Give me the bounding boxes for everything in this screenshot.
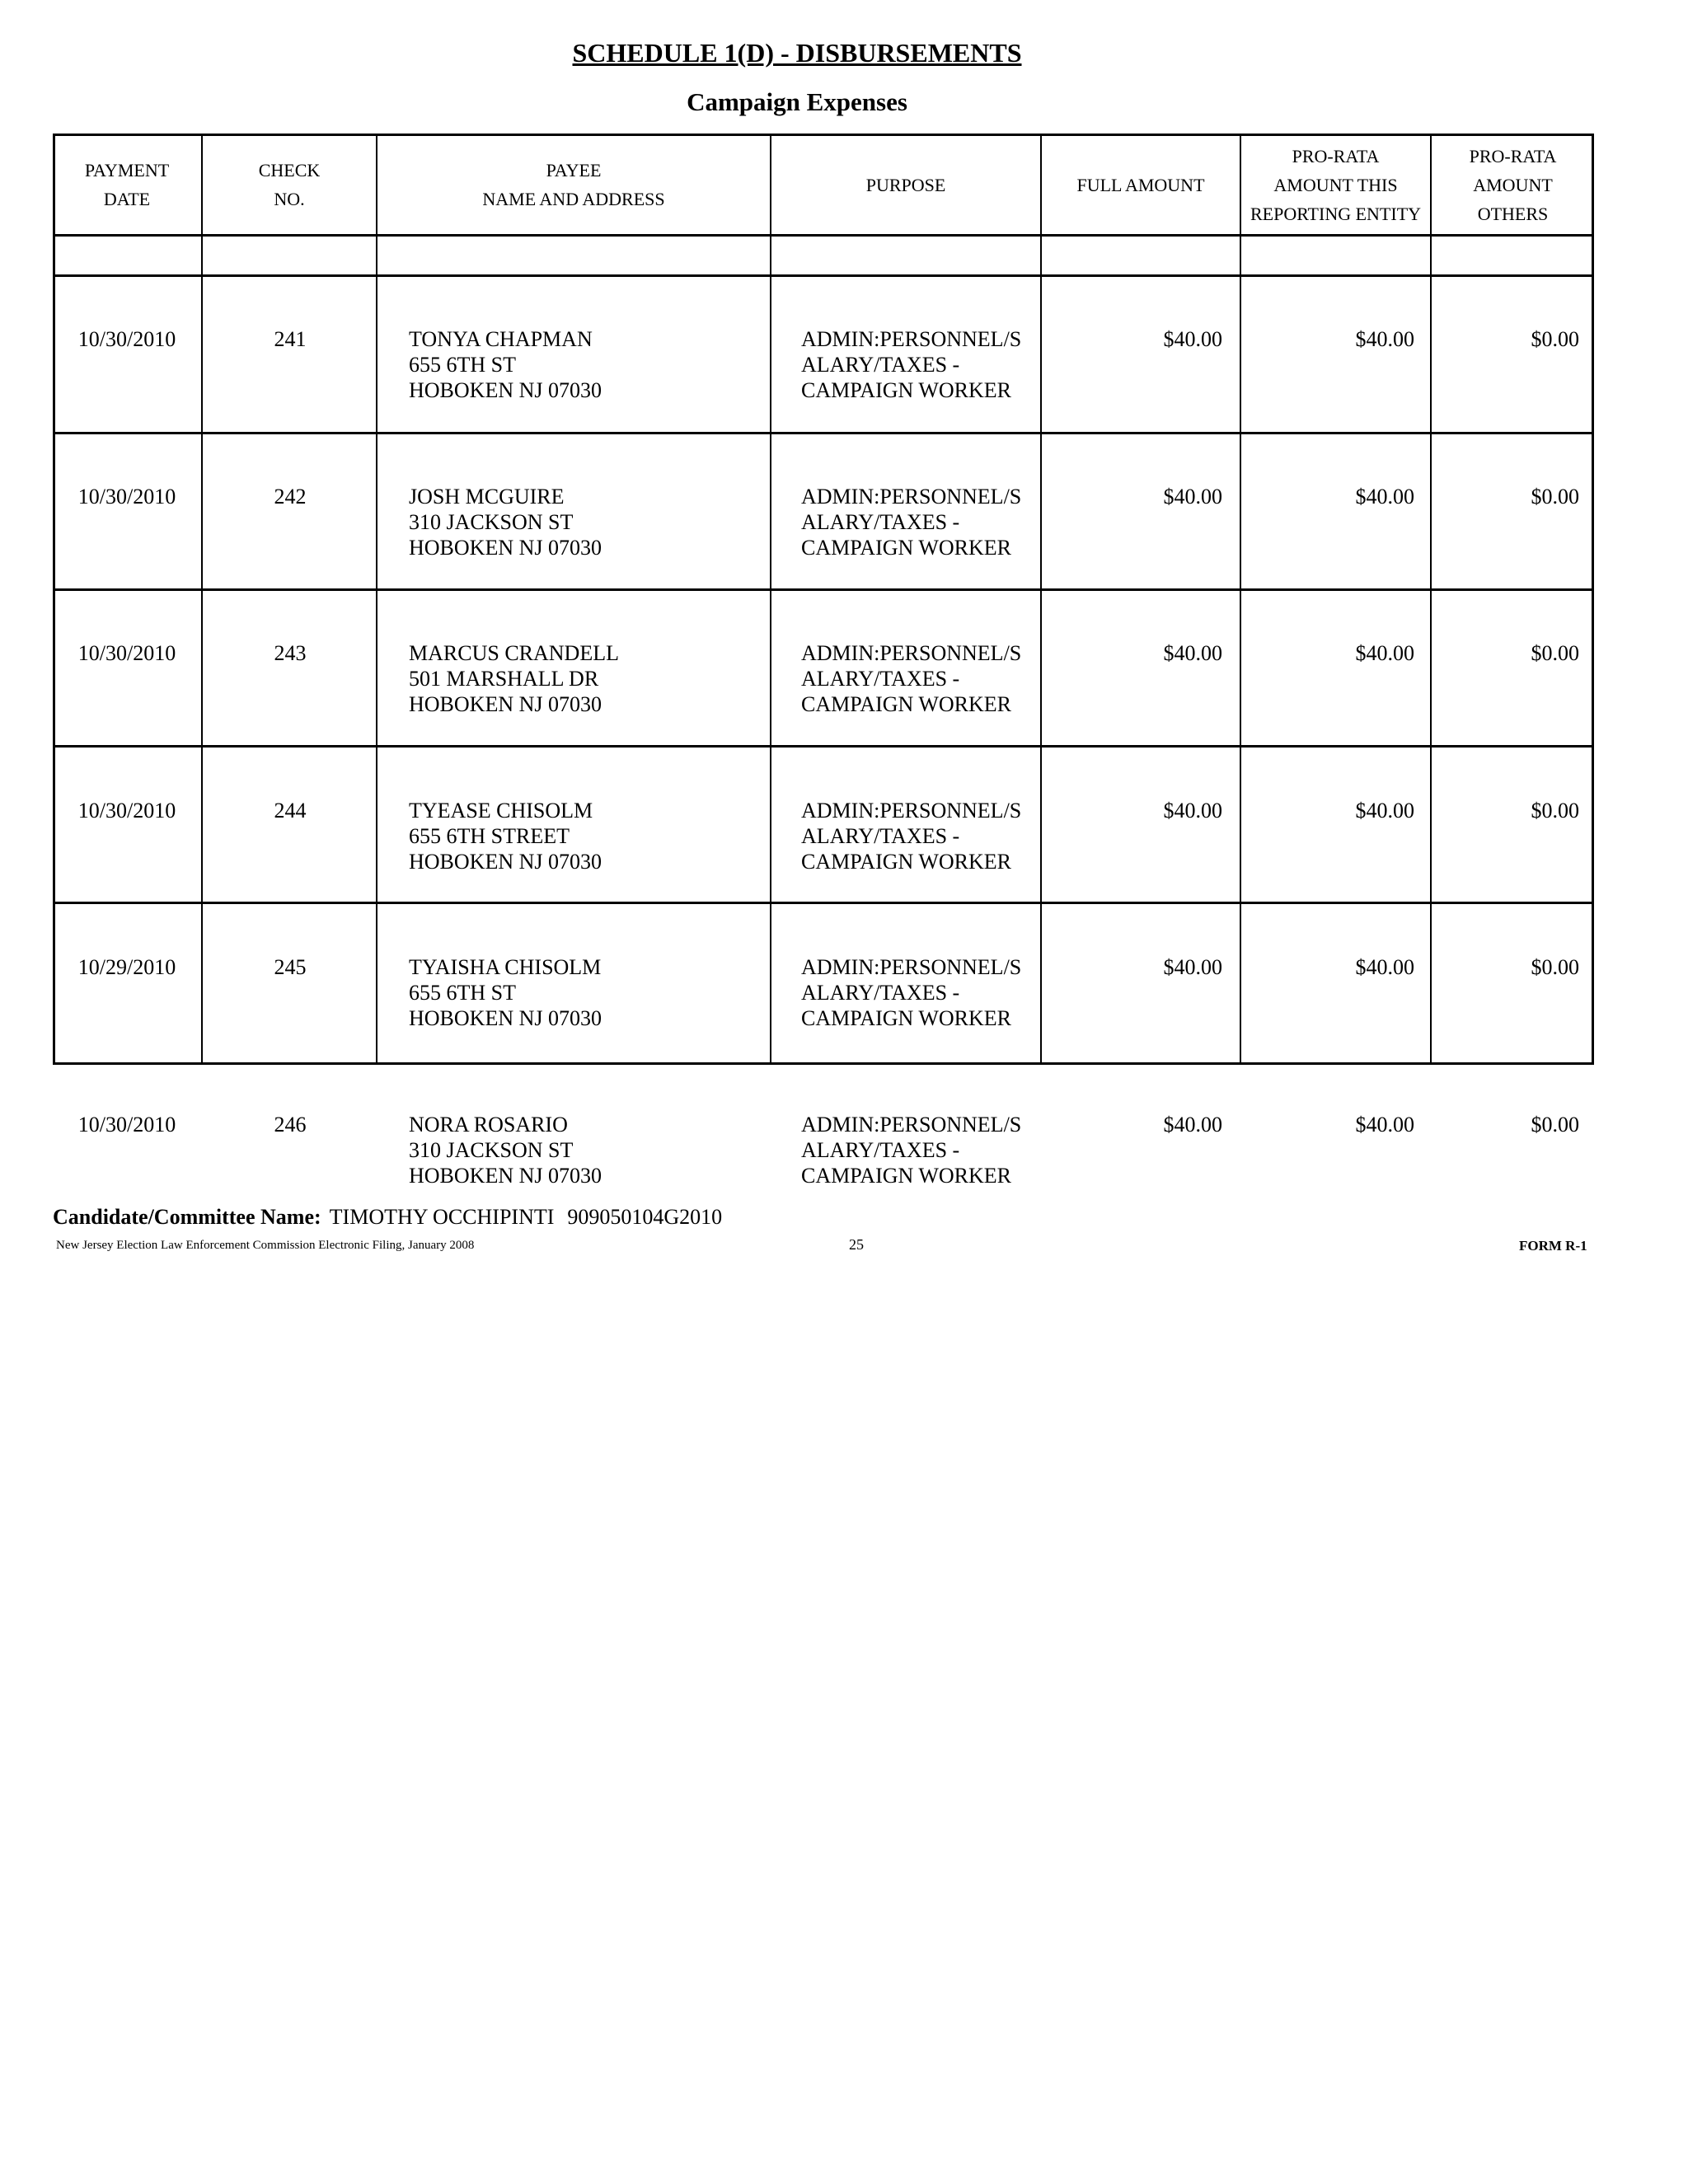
pro-rata-others-amount: $0.00 bbox=[1531, 799, 1579, 823]
form-id: FORM R-1 bbox=[1519, 1238, 1587, 1254]
check-number: 242 bbox=[274, 485, 307, 509]
committee-name-line bbox=[53, 1205, 722, 1230]
purpose: ADMIN:PERSONNEL/S ALARY/TAXES - CAMPAIGN WORKER bbox=[801, 799, 1022, 874]
payment-date: 10/29/2010 bbox=[77, 955, 176, 979]
check-number: 241 bbox=[274, 327, 307, 351]
pro-rata-others-amount: $0.00 bbox=[1531, 485, 1579, 509]
header-check-no: CHECK NO. bbox=[258, 160, 321, 209]
payee-name-address: JOSH MCGUIRE 310 JACKSON ST HOBOKEN NJ 07030 bbox=[409, 485, 602, 560]
pro-rata-entity-amount: $40.00 bbox=[1355, 485, 1414, 509]
table-row bbox=[0, 798, 1688, 921]
pro-rata-entity-amount: $40.00 bbox=[1355, 327, 1414, 351]
payee-name-address: TONYA CHAPMAN 655 6TH ST HOBOKEN NJ 07030 bbox=[409, 327, 602, 402]
purpose: ADMIN:PERSONNEL/S ALARY/TAXES - CAMPAIGN WORKER bbox=[801, 1113, 1022, 1188]
purpose: ADMIN:PERSONNEL/S ALARY/TAXES - CAMPAIGN WORKER bbox=[801, 485, 1022, 560]
committee-label: Candidate/Committee Name: bbox=[53, 1205, 321, 1229]
page-number: 25 bbox=[849, 1236, 864, 1253]
full-amount: $40.00 bbox=[1163, 1113, 1222, 1137]
row-divider bbox=[53, 234, 1594, 237]
pro-rata-others-amount: $0.00 bbox=[1531, 1113, 1579, 1137]
payee-name-address: MARCUS CRANDELL 501 MARSHALL DR HOBOKEN NJ 07030 bbox=[409, 641, 619, 716]
table-row bbox=[0, 326, 1688, 450]
pro-rata-entity-amount: $40.00 bbox=[1355, 1113, 1414, 1137]
payment-date: 10/30/2010 bbox=[77, 327, 176, 351]
pro-rata-entity-amount: $40.00 bbox=[1355, 799, 1414, 823]
header-payee: PAYEE NAME AND ADDRESS bbox=[482, 160, 665, 209]
table-row bbox=[0, 640, 1688, 764]
check-number: 244 bbox=[274, 799, 307, 823]
header-full-amount: FULL AMOUNT bbox=[1076, 174, 1205, 195]
full-amount: $40.00 bbox=[1163, 799, 1222, 823]
pro-rata-entity-amount: $40.00 bbox=[1355, 955, 1414, 979]
purpose: ADMIN:PERSONNEL/S ALARY/TAXES - CAMPAIGN WORKER bbox=[801, 327, 1022, 402]
payment-date: 10/30/2010 bbox=[77, 799, 176, 823]
pro-rata-others-amount: $0.00 bbox=[1531, 955, 1579, 979]
row-divider bbox=[53, 274, 1594, 277]
footer-filing-note: New Jersey Election Law Enforcement Commission Electronic Filing, January 2008 bbox=[56, 1239, 475, 1252]
pro-rata-others-amount: $0.00 bbox=[1531, 327, 1579, 351]
pro-rata-others-amount: $0.00 bbox=[1531, 641, 1579, 665]
purpose: ADMIN:PERSONNEL/S ALARY/TAXES - CAMPAIGN WORKER bbox=[801, 955, 1022, 1030]
check-number: 243 bbox=[274, 641, 307, 665]
committee-name: TIMOTHY OCCHIPINTI bbox=[329, 1205, 555, 1229]
schedule-title: SCHEDULE 1(D) - DISBURSEMENTS bbox=[572, 38, 1022, 68]
header-purpose: PURPOSE bbox=[865, 174, 946, 195]
schedule-subtitle: Campaign Expenses bbox=[687, 87, 907, 116]
payment-date: 10/30/2010 bbox=[77, 1113, 176, 1137]
check-number: 246 bbox=[274, 1113, 307, 1137]
pro-rata-entity-amount: $40.00 bbox=[1355, 641, 1414, 665]
purpose: ADMIN:PERSONNEL/S ALARY/TAXES - CAMPAIGN WORKER bbox=[801, 641, 1022, 716]
payment-date: 10/30/2010 bbox=[77, 641, 176, 665]
full-amount: $40.00 bbox=[1163, 641, 1222, 665]
header-pro-rata-entity: PRO-RATA AMOUNT THIS REPORTING ENTITY bbox=[1250, 145, 1422, 224]
table-row bbox=[0, 484, 1688, 607]
committee-id: 909050104G2010 bbox=[567, 1205, 723, 1229]
payee-name-address: TYEASE CHISOLM 655 6TH STREET HOBOKEN NJ 07030 bbox=[409, 799, 602, 874]
full-amount: $40.00 bbox=[1163, 327, 1222, 351]
check-number: 245 bbox=[274, 955, 307, 979]
header-pro-rata-others: PRO-RATA AMOUNT OTHERS bbox=[1469, 145, 1557, 224]
header-payment-date: PAYMENT DATE bbox=[84, 160, 170, 209]
payee-name-address: NORA ROSARIO 310 JACKSON ST HOBOKEN NJ 07030 bbox=[409, 1113, 602, 1188]
payee-name-address: TYAISHA CHISOLM 655 6TH ST HOBOKEN NJ 07030 bbox=[409, 955, 602, 1030]
table-row bbox=[0, 954, 1688, 1078]
payment-date: 10/30/2010 bbox=[77, 485, 176, 509]
full-amount: $40.00 bbox=[1163, 485, 1222, 509]
full-amount: $40.00 bbox=[1163, 955, 1222, 979]
